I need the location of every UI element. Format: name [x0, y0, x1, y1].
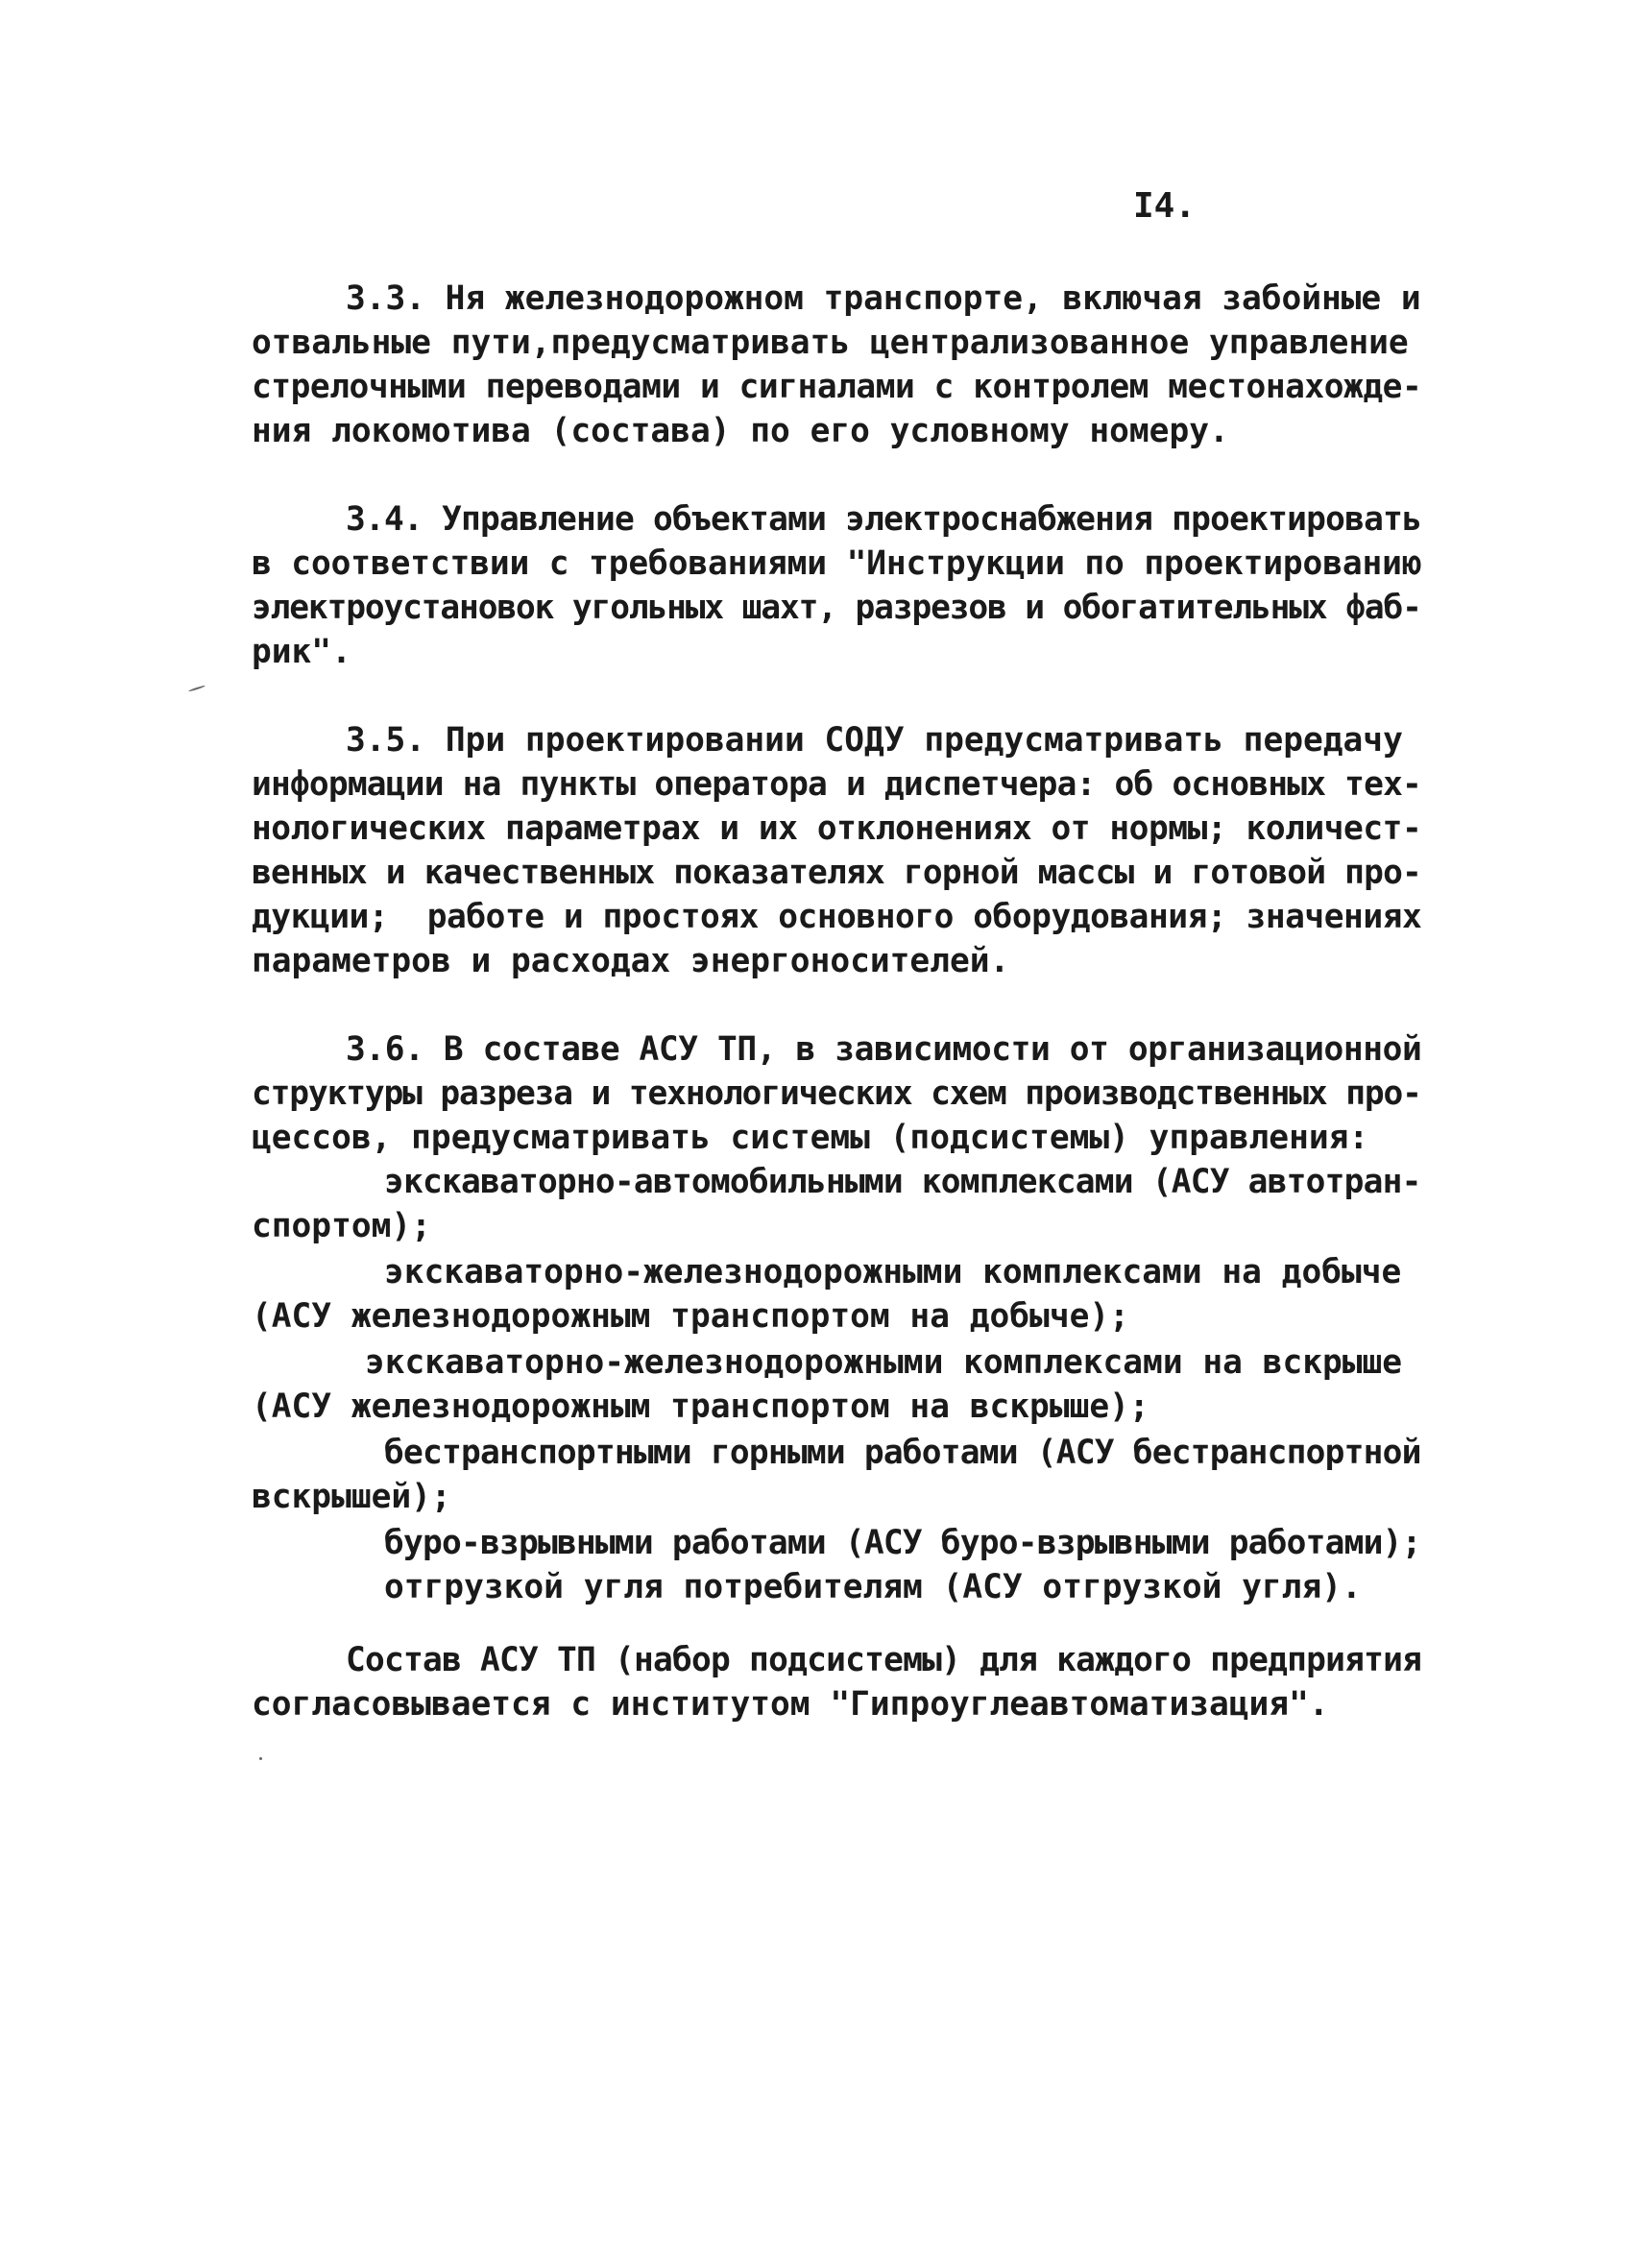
text-line: параметров и расходах энергоносителей.	[252, 942, 1010, 980]
text-line: 3.5. При проектировании СОДУ предусматривать передачу	[346, 721, 1403, 760]
text-line: отвальные пути,предусматривать централизованное управление	[252, 324, 1409, 362]
text-line: венных и качественных показателях горной массы и готовой про-	[252, 854, 1422, 892]
text-line: вскрышей);	[252, 1478, 451, 1516]
text-line: Состав АСУ ТП (набор подсистемы) для каждого предприятия	[346, 1641, 1422, 1679]
text-line: 3.6. В составе АСУ ТП, в зависимости от организационной	[346, 1030, 1422, 1069]
text-line: ния локомотива (состава) по его условному номеру.	[252, 412, 1229, 450]
text-line: в соответствии с требованиями "Инструкции по проектированию	[252, 544, 1422, 583]
text-line: буро-взрывными работами (АСУ буро-взрывными работами);	[384, 1524, 1421, 1562]
text-line: информации на пункты оператора и диспетчера: об основных тех-	[252, 765, 1422, 804]
text-line: (АСУ железнодорожным транспортом на добыче);	[252, 1297, 1129, 1336]
page-number: I4.	[1133, 186, 1197, 226]
text-line: стрелочными переводами и сигналами с контролем местонахожде-	[252, 368, 1422, 406]
text-line: отгрузкой угля потребителям (АСУ отгрузкой угля).	[384, 1568, 1362, 1606]
text-line: структуры разреза и технологических схем производственных про-	[252, 1074, 1421, 1113]
scan-mark	[188, 685, 206, 691]
text-line: цессов, предусматривать системы (подсистемы) управления:	[252, 1119, 1369, 1157]
text-line: экскаваторно-железнодорожными комплексами на добыче	[384, 1253, 1402, 1291]
text-line: бестранспортными горными работами (АСУ бестранспортной	[384, 1434, 1421, 1472]
text-line: нологических параметрах и их отклонениях от нормы; количест-	[252, 809, 1422, 848]
text-line: экскаваторно-автомобильными комплексами (АСУ автотран-	[384, 1163, 1421, 1201]
text-line: согласовывается с институтом "Гипроуглеавтоматизация".	[252, 1685, 1329, 1724]
text-line: дукции; работе и простоях основного оборудования; значениях	[252, 898, 1422, 936]
text-line: экскаваторно-железнодорожными комплексами на вскрыше	[365, 1343, 1403, 1382]
text-line: электроустановок угольных шахт, разрезов и обогатительных фаб-	[252, 589, 1421, 627]
text-line: 3.4. Управление объектами электроснабжения проектировать	[346, 500, 1422, 539]
text-line: (АСУ железнодорожным транспортом на вскрыше);	[252, 1387, 1149, 1426]
scan-dot	[259, 1757, 262, 1760]
text-line: 3.3. Ня железнодорожном транспорте, включая забойные и	[346, 279, 1421, 318]
text-line: рик".	[252, 633, 351, 671]
text-line: спортом);	[252, 1207, 431, 1245]
